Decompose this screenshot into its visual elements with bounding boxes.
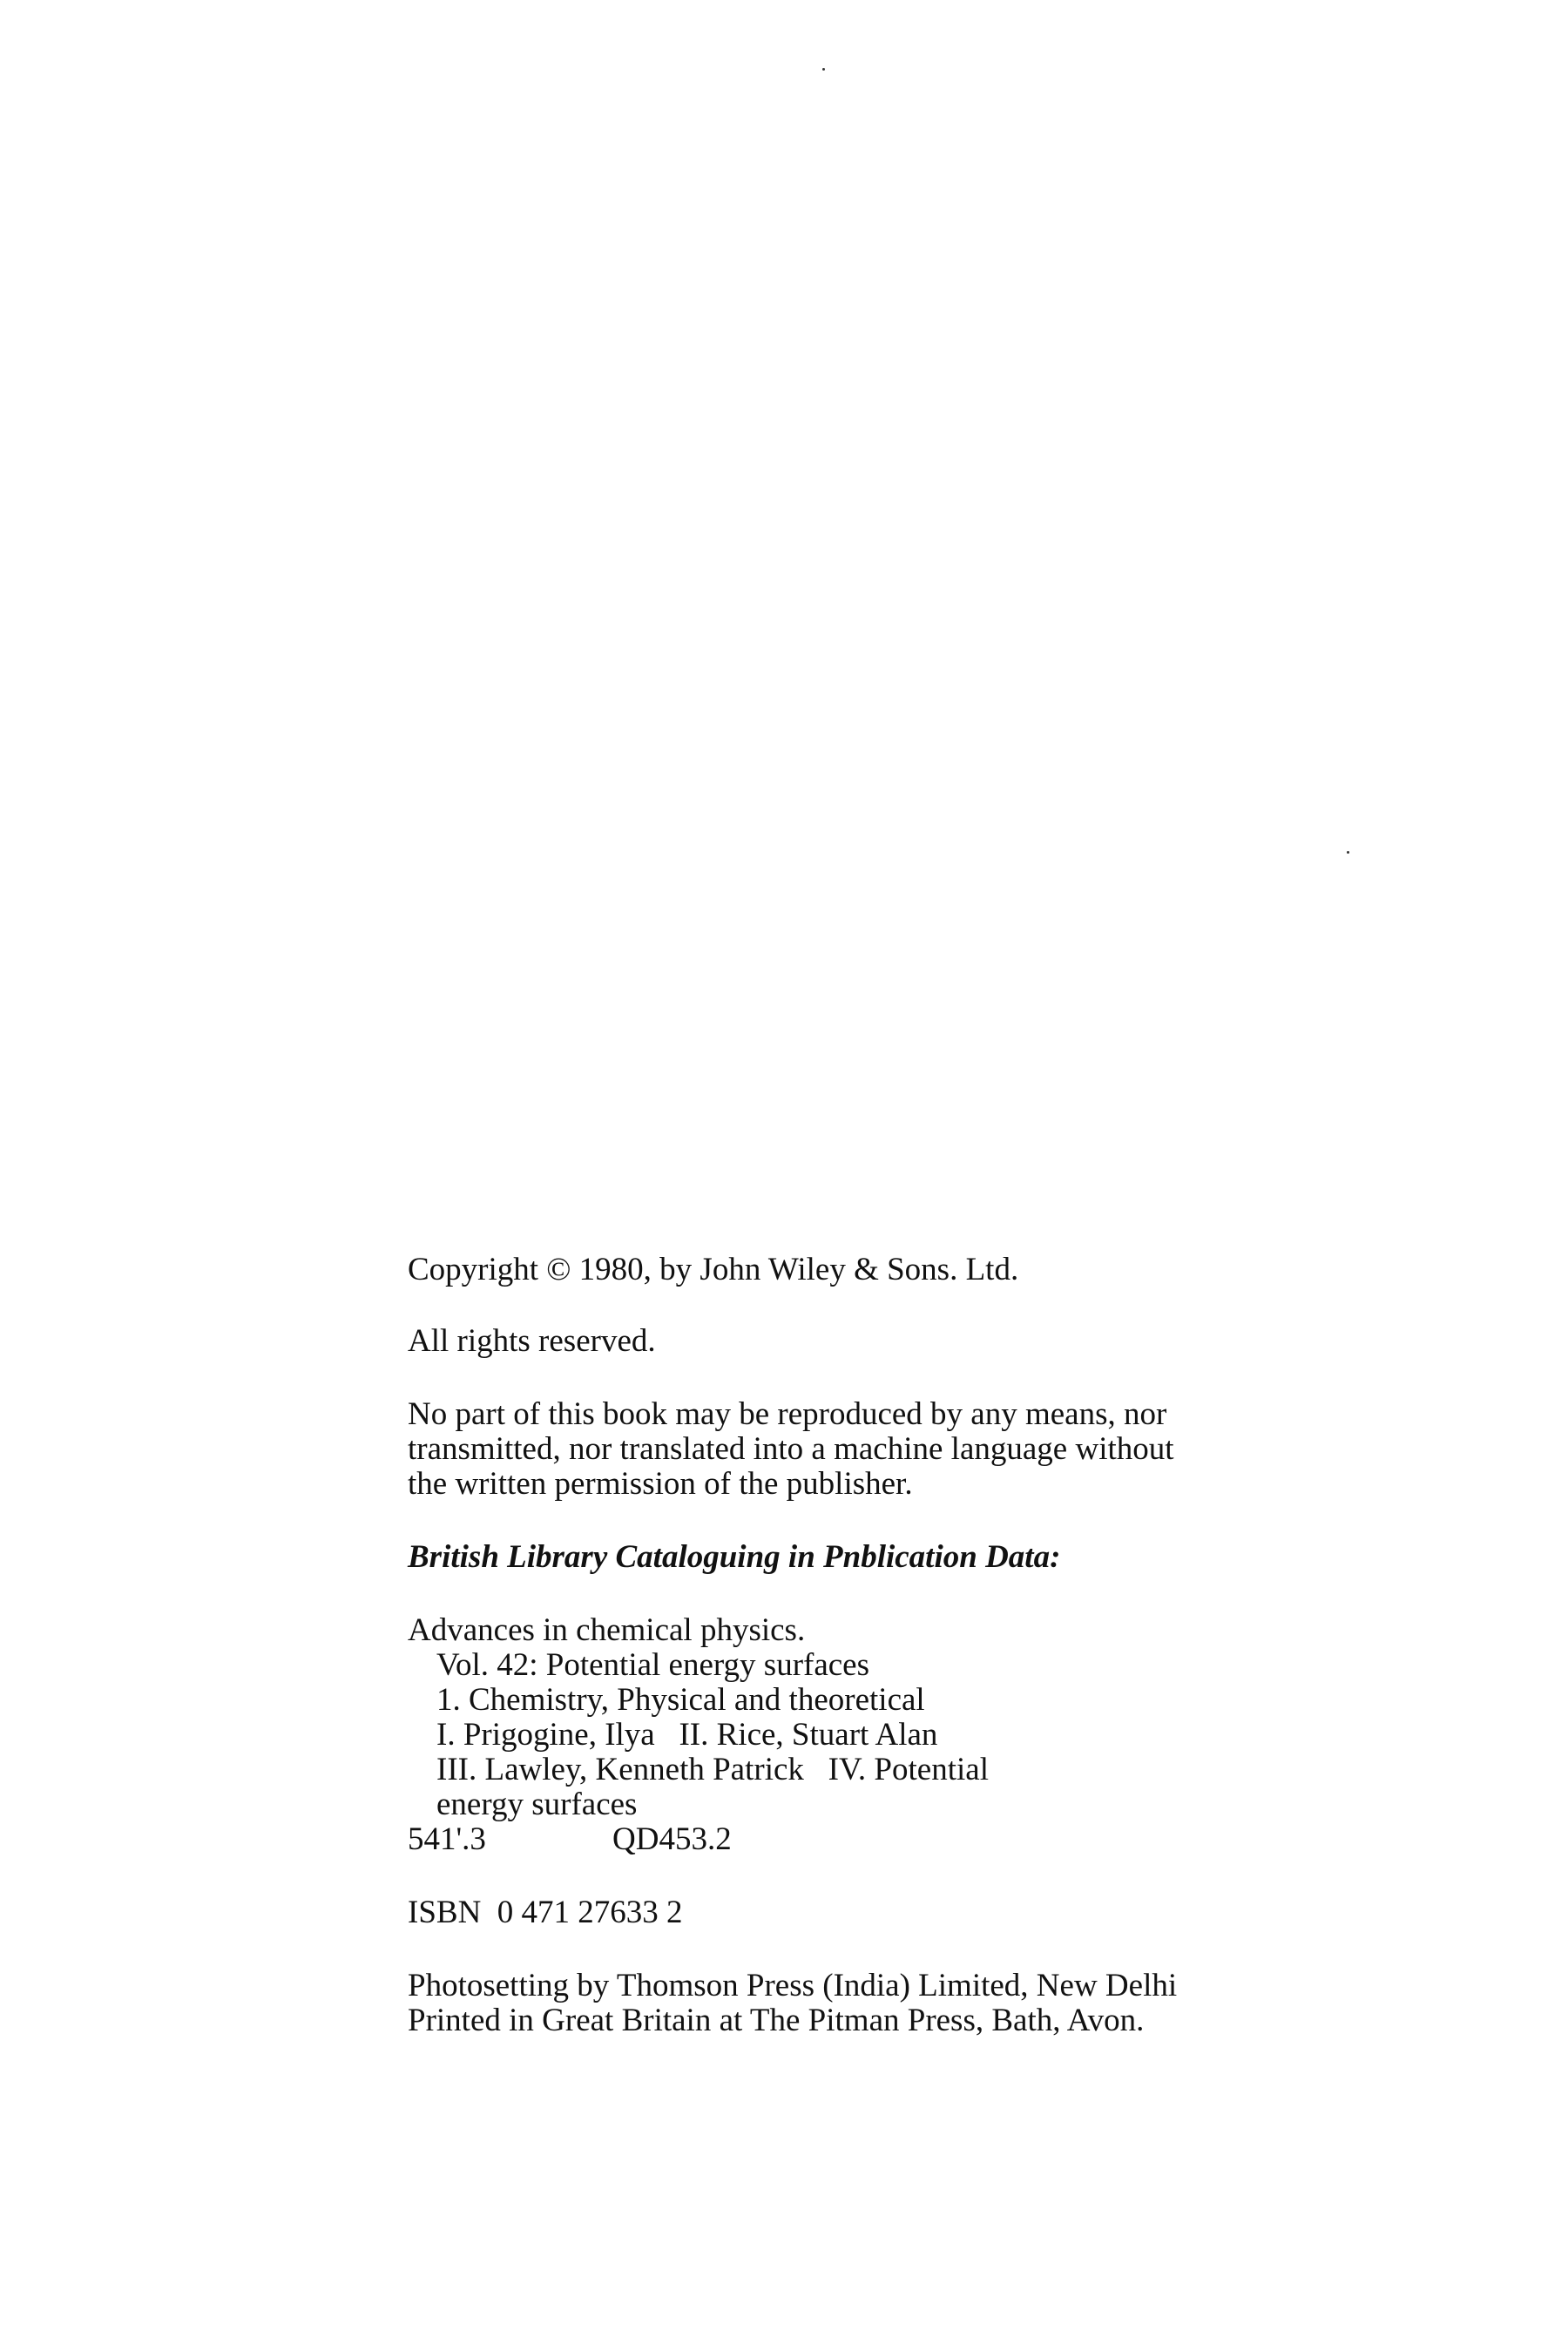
printing-line: Photosetting by Thomson Press (India) Limited, New Delhi xyxy=(408,1968,1178,2003)
cip-record xyxy=(408,1613,1296,1857)
cip-entry: Vol. 42: Potential energy surfaces xyxy=(436,1647,870,1683)
copyright-page-text xyxy=(408,1253,1296,2038)
printing-info xyxy=(408,1969,1296,2038)
dewey-number: 541'.3 xyxy=(408,1821,486,1857)
notice-line: the written permission of the publisher. xyxy=(408,1466,913,1502)
lc-number: QD453.2 xyxy=(612,1821,732,1857)
copyright-line: Copyright © 1980, by John Wiley & Sons. Ltd. xyxy=(408,1252,1019,1287)
printing-line: Printed in Great Britain at The Pitman Press, Bath, Avon. xyxy=(408,2003,1145,2038)
isbn-line: ISBN 0 471 27633 2 xyxy=(408,1895,683,1930)
reproduction-notice xyxy=(408,1397,1296,1502)
page-speck xyxy=(822,68,825,71)
notice-line: No part of this book may be reproduced by any means, nor xyxy=(408,1396,1167,1432)
notice-line: transmitted, nor translated into a machine language without xyxy=(408,1431,1174,1467)
page-speck xyxy=(1347,851,1349,854)
cip-entry: 1. Chemistry, Physical and theoretical xyxy=(436,1682,925,1718)
cip-entry: I. Prigogine, Ilya II. Rice, Stuart Alan xyxy=(436,1717,938,1753)
cip-heading: British Library Cataloguing in Pnblication Data: xyxy=(408,1539,1061,1575)
cip-entry: energy surfaces xyxy=(436,1787,638,1822)
cip-entry: III. Lawley, Kenneth Patrick IV. Potential xyxy=(436,1752,989,1787)
rights-reserved-line: All rights reserved. xyxy=(408,1323,656,1359)
cip-title-line: Advances in chemical physics. xyxy=(408,1612,806,1648)
classification-row xyxy=(408,1822,1296,1857)
